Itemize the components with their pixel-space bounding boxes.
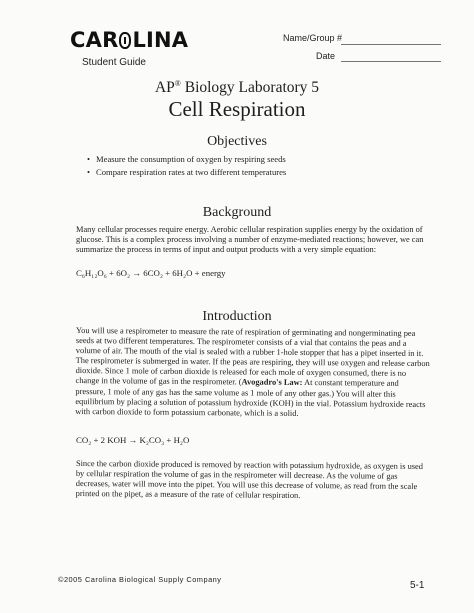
background-paragraph	[76, 225, 423, 255]
name-group-line	[341, 44, 441, 45]
intro-line: by cellular respiration the volume of gas in the respirometer will decrease. As the volume of gas	[75, 469, 398, 481]
introduction-heading: Introduction	[202, 309, 272, 324]
intro-line: seeds at two different temperatures. The respirometer consists of a vial that contains the peas and a	[75, 336, 407, 348]
intro-line: dioxide. Since 1 mole of carbon dioxide is released for each mole of oxygen consumed, there is no	[75, 366, 407, 379]
intro-line: pressure, 1 mole of any gas has the same volume as 1 mole of any other gas.) You will alter this	[75, 386, 396, 399]
intro-line: with carbon dioxide to form potassium carbonate, which is a solid.	[75, 406, 299, 418]
objective-bullet-1: •	[87, 154, 91, 164]
objective-item-2: Compare respiration rates at two different temperatures	[96, 167, 287, 177]
copyright-footer: ©2005 Carolina Biological Supply Company	[58, 575, 222, 584]
objectives-heading: Objectives	[207, 134, 267, 149]
intro-line: volume of air. The mouth of the vial is sealed with a rubber 1-hole stopper that has a pipet inserted in it.	[75, 346, 424, 359]
date-line	[341, 61, 441, 62]
intro-line: Since the carbon dioxide produced is removed by reaction with potassium hydroxide, as oxygen is used	[75, 459, 424, 472]
student-guide-label: Student Guide	[82, 57, 146, 68]
respiration-equation: C₆H₁₂O₆ + 6O₂ → 6CO₂ + 6H₂O + energy	[76, 268, 226, 278]
background-heading: Background	[202, 205, 272, 220]
lab-title-rest: Biology Laboratory 5	[180, 79, 320, 97]
page-number: 5-1	[410, 580, 425, 591]
lab-title-registered: ®	[174, 79, 181, 88]
name-group-label: Name/Group #	[283, 33, 343, 43]
background-line: glucose. This is a complex process involving a number of enzyme-mediated reactions; however, we can	[76, 235, 424, 245]
intro-text: change in the volume of gas in the respirometer. (	[75, 376, 242, 387]
page-title: Cell Respiration	[168, 97, 306, 121]
lab-title-ap: AP	[154, 79, 175, 97]
koh-equation: CO₂ + 2 KOH → K₂CO₃ + H₂O	[76, 435, 190, 445]
intro-text: At constant temperature and	[302, 378, 399, 389]
carolina-logo: CAR LINA	[70, 28, 189, 52]
intro-line: printed on the pipet, as a measure of the rate of cellular respiration.	[75, 489, 301, 501]
logo-o-icon	[119, 32, 131, 49]
intro-line: The respirometer is submerged in water. If the peas are respiring, they will use oxygen and release carbon	[75, 356, 430, 369]
date-label: Date	[316, 51, 336, 61]
background-line: summarize the process in terms of input and output products with a very simple equation:	[76, 245, 377, 255]
intro-line: decreases, water will move into the pipet. You will use this decrease of volume, as read from the scale	[75, 479, 418, 492]
objective-bullet-2: •	[87, 167, 91, 177]
introduction-paragraph-1	[75, 326, 430, 420]
avogadros-law-term: Avogadro's Law:	[241, 377, 303, 388]
intro-line: equilibrium by placing a solution of potassium hydroxide (KOH) in the vial. Potassium hydroxide reacts	[75, 396, 426, 409]
introduction-paragraph-2	[76, 459, 423, 502]
objective-item-1: Measure the consumption of oxygen by respiring seeds	[96, 154, 286, 164]
intro-line: You will use a respirometer to measure the rate of respiration of germinating and nongerminating pea	[75, 326, 416, 338]
background-line: Many cellular processes require energy. Aerobic cellular respiration supplies energy by the oxidation of	[76, 225, 423, 234]
lab-title	[0, 79, 474, 97]
